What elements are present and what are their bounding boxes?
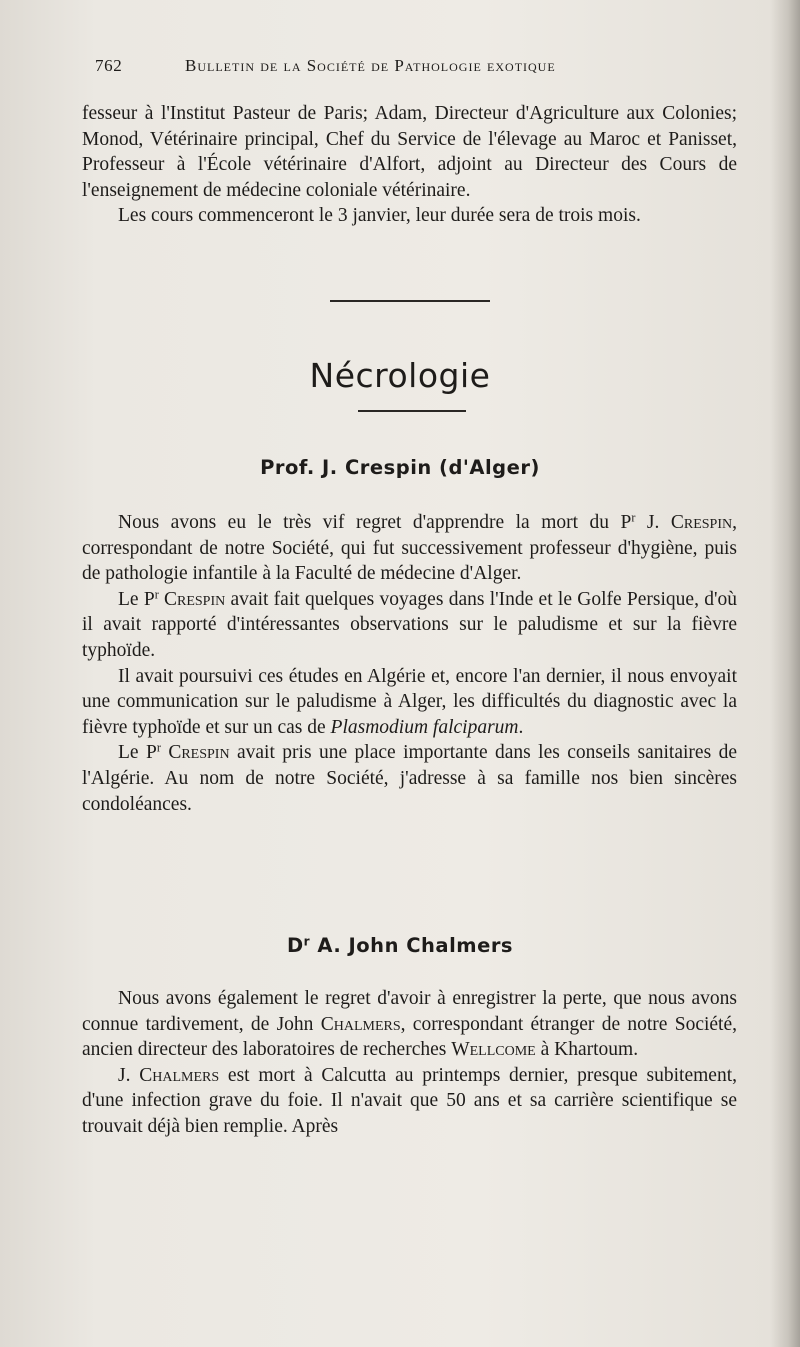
crespin-obituary [82,510,737,817]
running-header [95,56,695,76]
crespin-paragraph-3: Il avait poursuivi ces études en Algérie et, encore l'an dernier, il nous envoyait une communication sur le paludisme à Alger, les difficultés du diagnostic avec la fièvre typhoïde et sur un cas de Plasmodium falciparum. [82,665,737,738]
crespin-paragraph-2: Le $P^r$ Crespin avait fait quelques voyages dans l'Inde et le Golfe Persique, d'où il avait rapporté d'intéressantes observations sur le paludisme et sur la fièvre typhoïde. [82,587,737,661]
page-edge-shadow [770,0,800,1347]
section-title: Nécrologie [309,356,491,395]
crespin-paragraph-1: Nous avons eu le très vif regret d'apprendre la mort du $P^r$ J. Crespin, correspondant de notre Société, qui fut successivement professeur d'hygiène, puis de pathologie infantile à la Faculté de médecine d'Alger. [82,510,737,585]
chalmers-heading: $D^r$ A. John Chalmers [286,934,514,957]
page-number: 762 [95,56,123,75]
intro-text [82,101,737,229]
institution-name: Wellcome [451,1039,536,1061]
crespin-paragraph-4: Le $P^r$ Crespin avait pris une place importante dans les conseils sanitaires de l'Algérie. Au nom de notre Société, j'adresse à sa famille nos bien sincères condoléances. [82,740,737,815]
crespin-heading: Prof. J. Crespin (d'Alger) [260,456,540,479]
person-name: Chalmers [320,1013,401,1035]
person-name: Chalmers [139,1064,220,1086]
intro-paragraph-2: Les cours commenceront le 3 janvier, leur durée sera de trois mois. [118,205,641,227]
chalmers-obituary [82,986,737,1140]
chalmers-paragraph-2: J. Chalmers est mort à Calcutta au printemps dernier, presque subitement, d'une infection grave du foie. Il n'avait que 50 ans et sa carrière scientifique se trouvait déjà bien remplie. Après [82,1064,737,1137]
species-name: Plasmodium falciparum [330,716,519,738]
person-name: J. Crespin [635,512,733,533]
chalmers-paragraph-1: Nous avons également le regret d'avoir à enregistrer la perte, que nous avons connue tardivement, de John Chalmers, correspondant étranger de notre Société, ancien directeur des laboratoires de recherches Wellcome à Khartoum. [82,988,738,1061]
intro-paragraph-1: fesseur à l'Institut Pasteur de Paris; Adam, Directeur d'Agriculture aux Colonies; Monod, Vétérinaire principal, Chef du Service de l'élevage au Maroc et Panisset, Professeur à l'École vétérinaire d'Alfort, adjoint au Directeur des Cours de l'enseignement de médecine coloniale vétérinaire. [82,103,737,201]
running-title: Bulletin de la Société de Pathologie exotique [185,56,556,75]
section-divider-bottom [358,410,466,412]
person-name: Crespin [160,742,230,764]
person-name: Crespin [158,588,226,610]
section-divider-top [330,300,490,302]
